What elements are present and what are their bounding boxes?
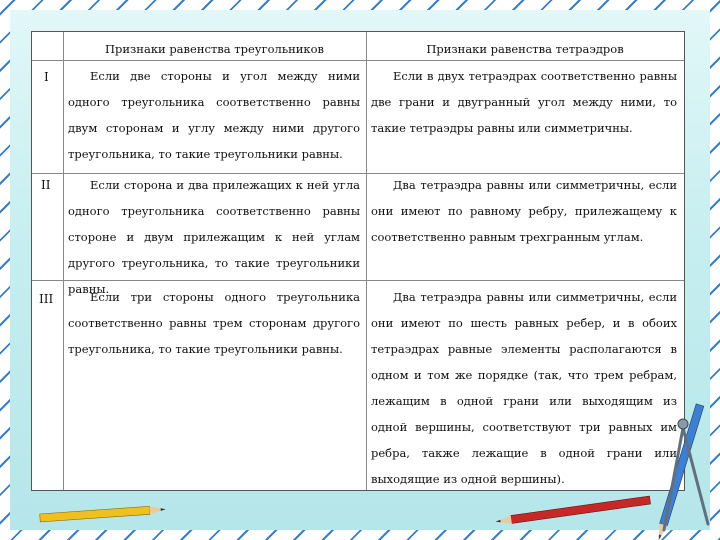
row-number-1: I — [44, 70, 49, 84]
row-number-3: III — [39, 292, 54, 306]
red-pencil-icon — [495, 496, 651, 526]
row-number-2: II — [41, 178, 51, 192]
row-3-triangles: Если три стороны одного треугольника соответственно равны трем сторонам другого треугольника, то такие треугольники равны. — [68, 290, 360, 356]
row-1-triangles: Если две стороны и угол между ними одного треугольника соответственно равны двум сторонам и углу между ними другого треугольника, то такие треугольники равны. — [68, 69, 360, 161]
row-1-tetrahedra: Если в двух тетраэдрах соответственно равны две грани и двугранный угол между ними, то такие тетраэдры равны или симметричны. — [371, 69, 677, 135]
header-triangles: Признаки равенства треугольников — [104, 42, 325, 56]
row-3-tetrahedra: Два тетраэдра равны или симметричны, если они имеют по шесть равных ребер, и в обоих тетраэдрах равные элементы располагаются в одном и том же порядке (так, что трем ребрам, лежащим в одной грани или выходящим из одной вершины, соответствуют три равных им ребра, также лежащие в одной грани или выходящие из одной вершины). — [371, 290, 677, 486]
yellow-pencil-icon — [40, 505, 166, 522]
row-2-tetrahedra: Два тетраэдра равны или симметричны, если они имеют по равному ребру, прилежащему к соответственно равным трехгранным углам. — [371, 178, 677, 244]
header-tetrahedra: Признаки равенства тетраэдров — [426, 42, 624, 56]
row-2-triangles: Если сторона и два прилежащих к ней угла одного треугольника соответственно равны стороне и двум прилежащим к ней углам другого треугольника, то такие треугольники равны. — [68, 178, 360, 296]
